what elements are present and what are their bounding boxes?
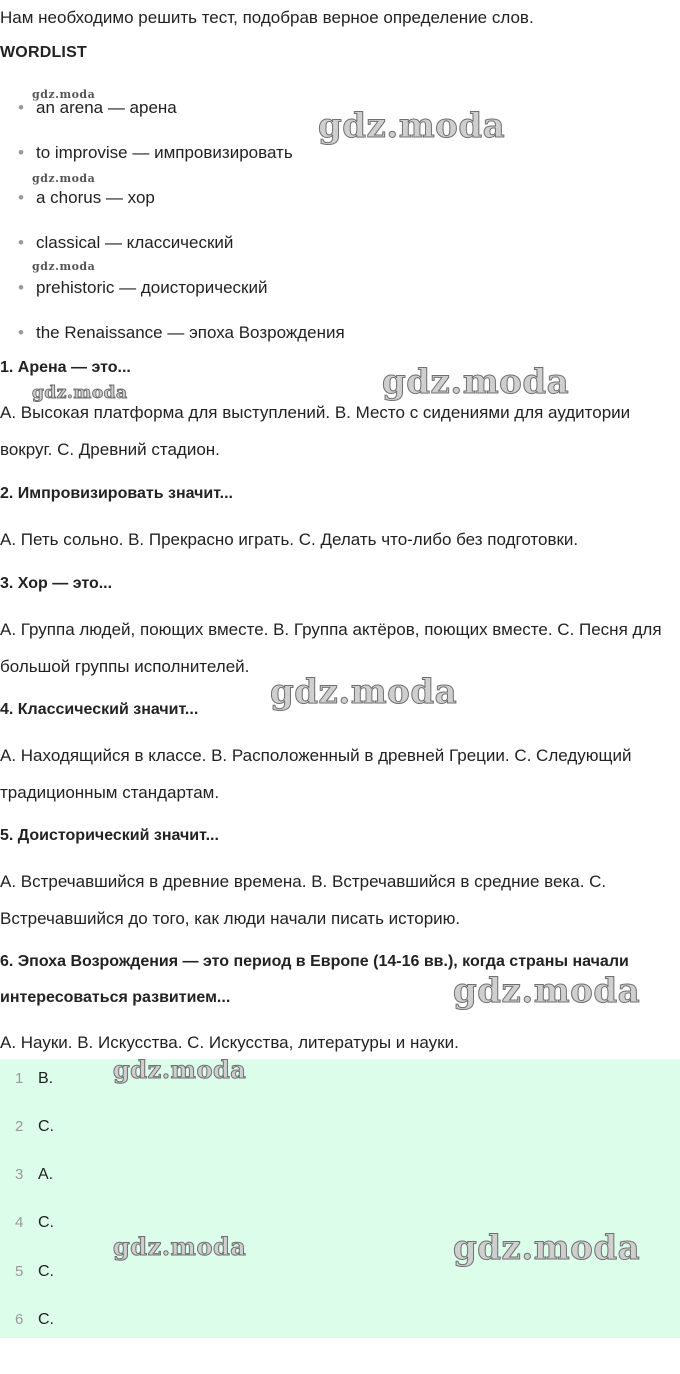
watermark: gdz.moda — [32, 383, 128, 403]
question-options: A. Петь сольно. B. Прекрасно играть. C. Делать что-либо без подготовки. — [0, 530, 579, 549]
watermark: gdz.moda — [113, 1232, 247, 1261]
bullet-icon: • — [18, 143, 24, 162]
bullet-icon: • — [18, 98, 24, 117]
watermark: gdz.moda — [453, 971, 641, 1011]
watermark: gdz.moda — [32, 88, 96, 101]
watermark: gdz.moda — [32, 260, 96, 273]
question-options: A. Науки. B. Искусства. C. Искусства, литературы и науки. — [0, 1033, 459, 1052]
watermark: gdz.moda — [32, 172, 96, 185]
watermark: gdz.moda — [270, 672, 458, 712]
bullet-icon: • — [18, 188, 24, 207]
question-options: A. Встречавшийся в древние времена. B. Встречавшийся в средние века. C. Встречавшийся до того, как люди начали писать историю. — [0, 872, 607, 928]
question-title: 3. Хор — это... — [0, 575, 113, 592]
watermark: gdz.moda — [113, 1055, 247, 1084]
watermark: gdz.moda — [453, 1228, 641, 1268]
question-title: 5. Доисторический значит... — [0, 827, 219, 844]
question-title: 6. Эпоха Возрождения — это период в Европе (14-16 вв.), когда страны начали — [0, 953, 629, 970]
question-options: A. Находящийся в классе. B. Расположенный в древней Греции. C. Следующий традиционным стандартам. — [0, 746, 632, 802]
intro-text: Нам необходимо решить тест, подобрав верное определение слов. — [0, 8, 534, 27]
bullet-icon: • — [18, 323, 24, 342]
bullet-icon: • — [18, 278, 24, 297]
question-title: 2. Импровизировать значит... — [0, 485, 233, 502]
answers-panel: 1 B. 2 C. 3 A. 4 C. 5 C. 6 C. — [0, 1059, 680, 1338]
question-options: A. Высокая платформа для выступлений. B. Место с сидениями для аудитории вокруг. C. Древний стадион. — [0, 403, 631, 459]
question-title: 4. Классический значит... — [0, 701, 199, 718]
watermark: gdz.moda — [318, 106, 506, 146]
question-title-continued: интересоваться развитием... — [0, 989, 231, 1006]
wordlist-heading: WORDLIST — [0, 44, 87, 61]
bullet-icon: • — [18, 233, 24, 252]
question-title: 1. Арена — это... — [0, 359, 131, 376]
watermark: gdz.moda — [382, 362, 570, 402]
question-options: A. Группа людей, поющих вместе. B. Группа актёров, поющих вместе. C. Песня для большой группы исполнителей. — [0, 620, 662, 676]
